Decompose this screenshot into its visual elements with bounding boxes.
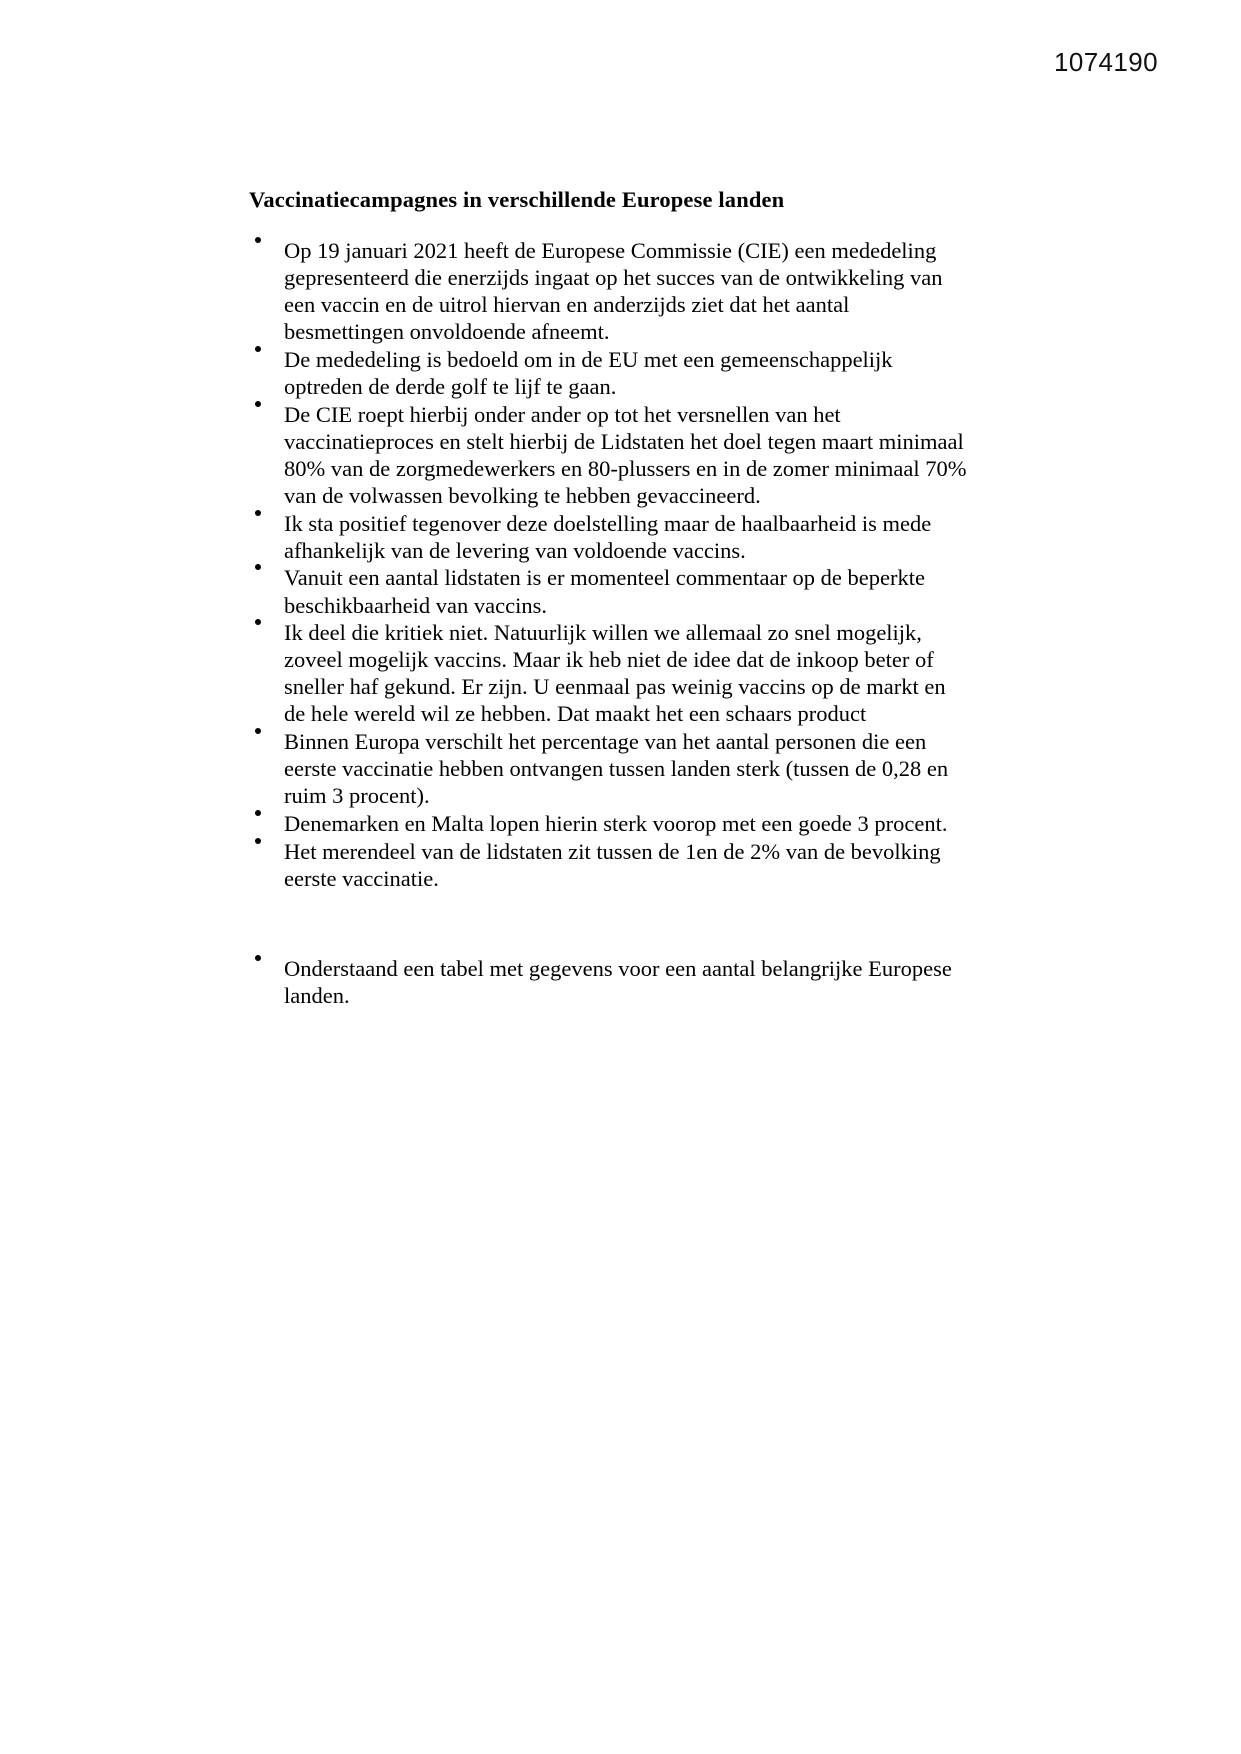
list-item xyxy=(249,401,969,509)
list-item-text: Vanuit een aantal lidstaten is er momenteel commentaar op de beperkte beschikbaarheid van vaccins. xyxy=(284,565,925,618)
bullet-dot-icon xyxy=(255,510,261,516)
list-item xyxy=(249,838,969,892)
bullet-dot-icon xyxy=(255,401,261,407)
bullet-dot-icon xyxy=(255,728,261,734)
list-item xyxy=(249,619,969,727)
list-item-text: De mededeling is bedoeld om in de EU met een gemeenschappelijk optreden de derde golf te lijf te gaan. xyxy=(284,347,893,400)
bullet-dot-icon xyxy=(255,346,261,352)
bullet-dot-icon xyxy=(255,237,261,243)
page-title: Vaccinatiecampagnes in verschillende Europese landen xyxy=(249,187,785,212)
list-item xyxy=(249,728,969,809)
list-item-text: Ik sta positief tegenover deze doelstelling maar de haalbaarheid is mede afhankelijk van de levering van voldoende vaccins. xyxy=(284,510,932,563)
bullet-dot-icon xyxy=(255,810,261,816)
list-item xyxy=(249,510,969,564)
list-item-text: Onderstaand een tabel met gegevens voor een aantal belangrijke Europese landen. xyxy=(284,955,952,1008)
bullet-dot-icon xyxy=(255,619,261,625)
list-item-text: Het merendeel van de lidstaten zit tussen de 1en de 2% van de bevolking eerste vaccinatie. xyxy=(284,838,941,891)
document-number: 1074190 xyxy=(1053,47,1158,77)
list-item-text: Binnen Europa verschilt het percentage van het aantal personen die een eerste vaccinatie hebben ontvangen tussen landen sterk (tussen de 0,28 en ruim 3 procent). xyxy=(284,729,949,809)
list-item-text: Denemarken en Malta lopen hierin sterk voorop met een goede 3 procent. xyxy=(284,810,948,836)
bullet-dot-icon xyxy=(255,955,261,961)
list-item-text: Op 19 januari 2021 heeft de Europese Commissie (CIE) een mededeling gepresenteerd die enerzijds ingaat op het succes van de ontwikkeling van een vaccin en de uitrol hiervan en anderzijds ziet dat het aantal besmettingen onvoldoende afneemt. xyxy=(284,238,943,345)
page-header xyxy=(0,47,1241,78)
list-item xyxy=(249,564,969,618)
list-item xyxy=(249,237,969,345)
list-item-text: De CIE roept hierbij onder ander op tot het versnellen van het vaccinatieproces en stelt hierbij de Lidstaten het doel tegen maart minimaal 80% van de zorgmedewerkers en 80-plussers en in de zomer minimaal 70% van de volwassen bevolking te hebben gevaccineerd. xyxy=(284,401,967,509)
bullet-dot-icon xyxy=(255,838,261,844)
bullet-list xyxy=(249,237,969,1009)
bullet-dot-icon xyxy=(255,564,261,570)
list-item xyxy=(249,346,969,400)
document-body xyxy=(249,186,969,1009)
list-item-text: Ik deel die kritiek niet. Natuurlijk willen we allemaal zo snel mogelijk, zoveel mogelijk vaccins. Maar ik heb niet de idee dat de inkoop beter of sneller haf gekund. Er zijn. U eenmaal pas weinig vaccins op de markt en de hele wereld wil ze hebben. Dat maakt het een schaars product xyxy=(284,620,946,727)
list-item xyxy=(249,810,969,837)
list-item-closing xyxy=(249,955,969,1009)
